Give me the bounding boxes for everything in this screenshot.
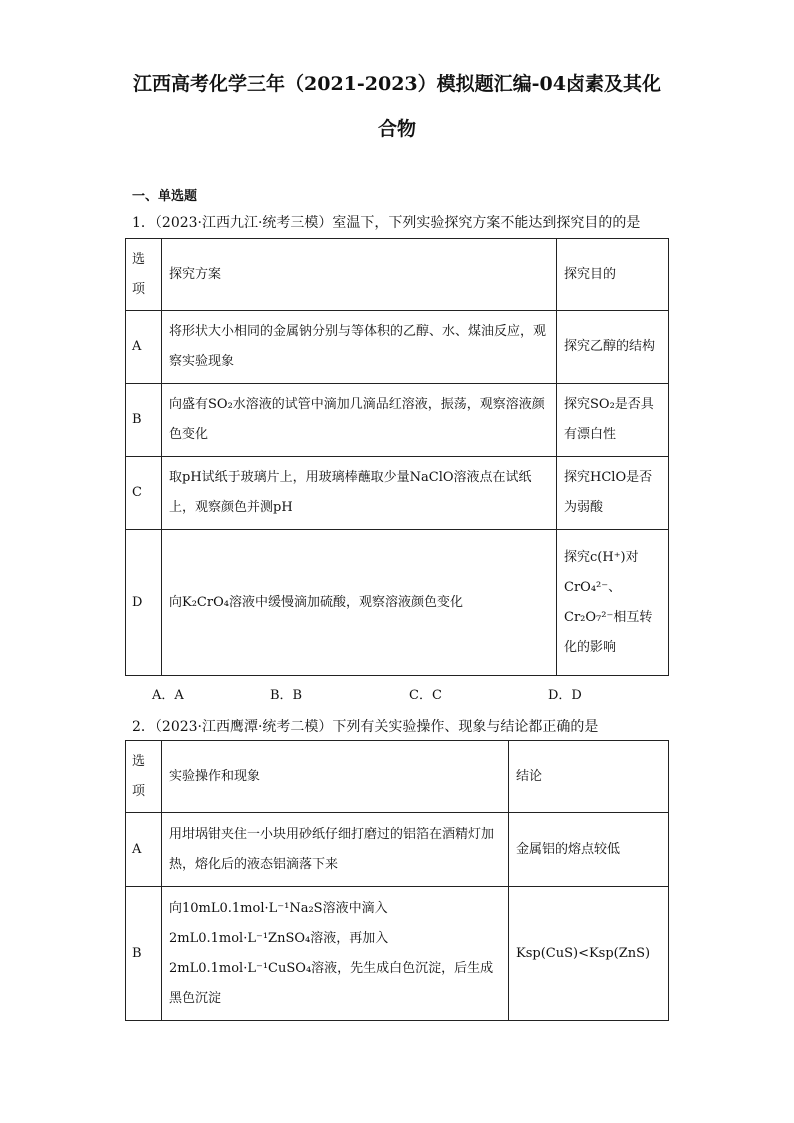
row-option: B [126,887,162,1021]
row-plan: 向盛有SO₂水溶液的试管中滴加几滴品红溶液，振荡，观察溶液颜色变化 [162,384,557,457]
row-option: C [126,457,162,530]
row-goal: 探究SO₂是否具有漂白性 [557,384,669,457]
row-operation: 向10mL0.1mol·L⁻¹Na₂S溶液中滴入2mL0.1mol·L⁻¹ZnSO₄溶液，再加入2mL0.1mol·L⁻¹CuSO₄溶液，先生成白色沉淀，后生成黑色沉淀 [162,887,509,1021]
header-conclusion: 结论 [509,741,669,813]
choice-a[interactable]: A．A [152,688,184,703]
document-title [120,62,674,152]
header-option: 选项 [126,741,162,813]
choice-b[interactable]: B．B [270,688,303,703]
row-conclusion: Ksp(CuS)<Ksp(ZnS) [509,887,669,1021]
table-row [126,813,669,887]
row-goal: 探究乙醇的结构 [557,311,669,384]
row-option: D [126,530,162,676]
row-plan: 向K₂CrO₄溶液中缓慢滴加硫酸，观察溶液颜色变化 [162,530,557,676]
header-option: 选项 [126,239,162,311]
header-goal: 探究目的 [557,239,669,311]
row-option: A [126,311,162,384]
title-line-1: 江西高考化学三年（2021-2023）模拟题汇编-04卤素及其化 [133,73,661,95]
row-option: B [126,384,162,457]
question-2-stem: 2．（2023·江西鹰潭·统考二模）下列有关实验操作、现象与结论都正确的是 [132,719,599,735]
title-line-2: 合物 [377,118,416,140]
table-header-row [126,741,669,813]
section-heading: 一、单选题 [132,189,198,204]
table-header-row [126,239,669,311]
choice-d[interactable]: D．D [548,688,582,703]
table-row [126,887,669,1021]
table-row [126,311,669,384]
choice-c[interactable]: C．C [409,688,442,703]
table-row [126,530,669,676]
row-operation: 用坩埚钳夹住一小块用砂纸仔细打磨过的铝箔在酒精灯加热，熔化后的液态铝滴落下来 [162,813,509,887]
question-2-table [125,740,669,1021]
row-option: A [126,813,162,887]
question-1-stem: 1．（2023·江西九江·统考三模）室温下，下列实验探究方案不能达到探究目的的是 [132,215,641,231]
row-goal: 探究HClO是否为弱酸 [557,457,669,530]
row-plan: 将形状大小相同的金属钠分别与等体积的乙醇、水、煤油反应，观察实验现象 [162,311,557,384]
question-1-table [125,238,669,676]
header-plan: 探究方案 [162,239,557,311]
header-operation: 实验操作和现象 [162,741,509,813]
row-goal: 探究c(H⁺)对CrO₄²⁻、Cr₂O₇²⁻相互转化的影响 [557,530,669,676]
row-plan: 取pH试纸于玻璃片上，用玻璃棒蘸取少量NaClO溶液点在试纸上，观察颜色并测pH [162,457,557,530]
table-row [126,457,669,530]
table-row [126,384,669,457]
row-conclusion: 金属铝的熔点较低 [509,813,669,887]
